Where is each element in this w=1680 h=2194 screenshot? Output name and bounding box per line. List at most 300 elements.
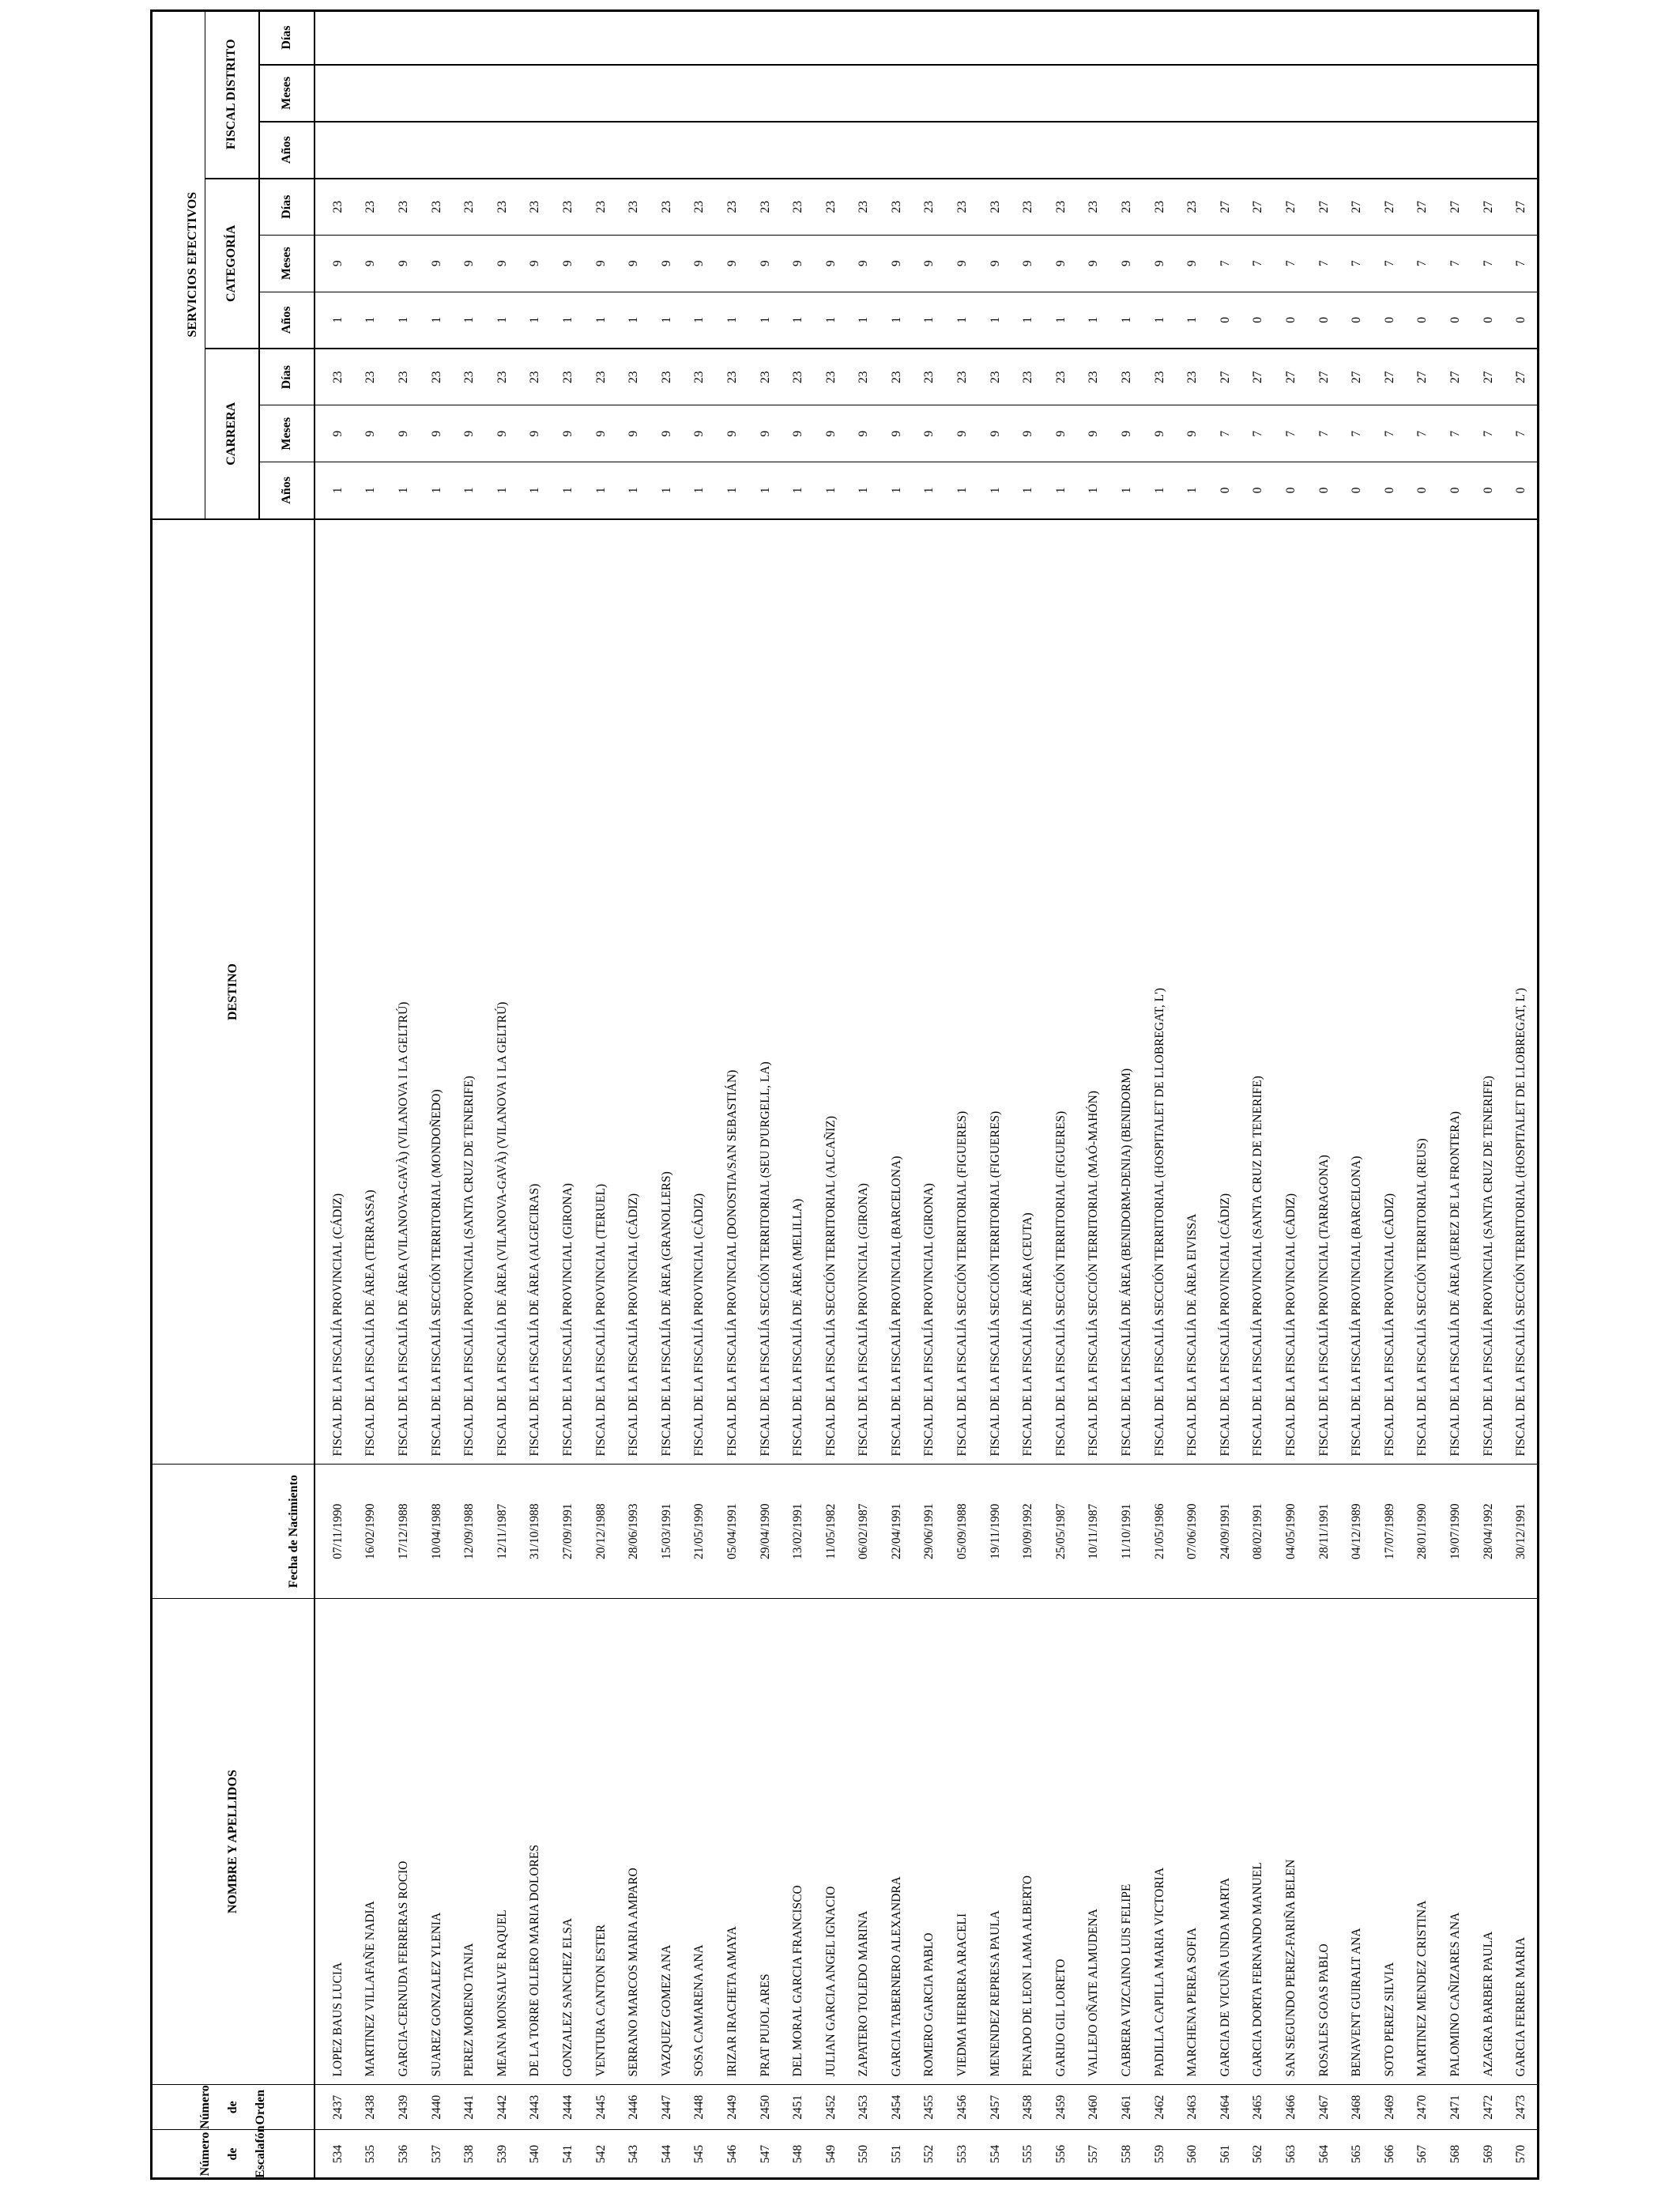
cell-numero-orden: 2466 (1275, 2085, 1308, 2129)
cell-categoria-meses: 9 (913, 235, 947, 292)
cell-categoria-dias: 23 (782, 179, 815, 236)
cell-carrera-dias: 23 (880, 349, 913, 405)
cell-destino: FISCAL DE LA FISCALÍA PROVINCIAL (CÁDIZ) (315, 519, 355, 1465)
cell-fecha-nacimiento: 22/04/1991 (880, 1465, 913, 1598)
cell-numero-escalafon: 536 (387, 2129, 420, 2178)
cell-carrera-dias: 27 (1340, 349, 1373, 405)
cell-nombre: PENADO DE LEON LAMA ALBERTO (1011, 1598, 1045, 2085)
cell-categoria-dias: 23 (355, 179, 388, 236)
cell-destino: FISCAL DE LA FISCALÍA DE ÁREA (ALGECIRAS) (519, 519, 552, 1465)
cell-categoria-meses: 9 (355, 235, 388, 292)
cell-fiscal-dias (1045, 11, 1078, 65)
cell-categoria-anos: 1 (1011, 292, 1045, 349)
table-row (1011, 11, 1045, 2178)
cell-categoria-dias: 23 (617, 179, 650, 236)
cell-carrera-meses: 9 (716, 405, 749, 462)
cell-categoria-anos: 1 (979, 292, 1012, 349)
cell-fecha-nacimiento: 07/11/1990 (315, 1465, 355, 1598)
cell-carrera-meses: 9 (880, 405, 913, 462)
cell-carrera-meses: 9 (749, 405, 782, 462)
cell-numero-escalafon: 534 (315, 2129, 355, 2178)
cell-categoria-meses: 7 (1472, 235, 1505, 292)
cell-fiscal-dias (1340, 11, 1373, 65)
cell-destino: FISCAL DE LA FISCALÍA DE ÁREA (TERRASSA) (355, 519, 388, 1465)
cell-carrera-dias: 23 (716, 349, 749, 405)
cell-fecha-nacimiento: 24/09/1991 (1209, 1465, 1242, 1598)
cell-numero-orden: 2470 (1407, 2085, 1440, 2129)
cell-categoria-anos: 1 (1045, 292, 1078, 349)
cell-fiscal-dias (979, 11, 1012, 65)
cell-categoria-meses: 9 (519, 235, 552, 292)
cell-carrera-dias: 23 (848, 349, 881, 405)
cell-categoria-meses: 7 (1275, 235, 1308, 292)
cell-numero-orden: 2454 (880, 2085, 913, 2129)
cell-fecha-nacimiento: 27/09/1991 (552, 1465, 585, 1598)
cell-fiscal-dias (453, 11, 486, 65)
cell-numero-orden: 2437 (315, 2085, 355, 2129)
cell-fiscal-dias (355, 11, 388, 65)
cell-categoria-meses: 7 (1505, 235, 1538, 292)
cell-categoria-meses: 9 (1110, 235, 1143, 292)
cell-fiscal-dias (617, 11, 650, 65)
cell-destino: FISCAL DE LA FISCALÍA PROVINCIAL (CÁDIZ) (1275, 519, 1308, 1465)
cell-destino: FISCAL DE LA FISCALÍA DE ÁREA (GRANOLLERS) (650, 519, 684, 1465)
cell-categoria-anos: 1 (782, 292, 815, 349)
cell-numero-orden: 2464 (1209, 2085, 1242, 2129)
cell-nombre: MARTINEZ MENDEZ CRISTINA (1407, 1598, 1440, 2085)
table-row (913, 11, 947, 2178)
cell-fiscal-dias (315, 11, 355, 65)
cell-categoria-meses: 7 (1373, 235, 1407, 292)
cell-categoria-anos: 0 (1308, 292, 1341, 349)
cell-numero-orden: 2443 (519, 2085, 552, 2129)
cell-destino: FISCAL DE LA FISCALÍA PROVINCIAL (TERUEL) (585, 519, 618, 1465)
cell-nombre: SOTO PEREZ SILVIA (1373, 1598, 1407, 2085)
cell-destino: FISCAL DE LA FISCALÍA PROVINCIAL (CÁDIZ) (1209, 519, 1242, 1465)
cell-destino: FISCAL DE LA FISCALÍA SECCIÓN TERRITORIAL (MONDOÑEDO) (420, 519, 454, 1465)
cell-nombre: ZAPATERO TOLEDO MARINA (848, 1598, 881, 2085)
cell-carrera-meses: 9 (519, 405, 552, 462)
table-row (815, 11, 848, 2178)
cell-fiscal-meses (453, 65, 486, 122)
header-numero-escalafon: Número de Escalafón (152, 2129, 315, 2178)
cell-fiscal-dias (716, 11, 749, 65)
cell-categoria-dias: 23 (815, 179, 848, 236)
cell-categoria-dias: 23 (650, 179, 684, 236)
cell-numero-escalafon: 569 (1472, 2129, 1505, 2178)
cell-destino: FISCAL DE LA FISCALÍA PROVINCIAL (DONOSTIA/SAN SEBASTIÁN) (716, 519, 749, 1465)
cell-nombre: GARCIA DE VICUÑA UNDA MARTA (1209, 1598, 1242, 2085)
cell-carrera-meses: 9 (815, 405, 848, 462)
table-row (1110, 11, 1143, 2178)
cell-carrera-dias: 23 (815, 349, 848, 405)
cell-fiscal-dias (1176, 11, 1209, 65)
cell-carrera-dias: 23 (1045, 349, 1078, 405)
cell-numero-escalafon: 546 (716, 2129, 749, 2178)
cell-fecha-nacimiento: 17/07/1989 (1373, 1465, 1407, 1598)
cell-categoria-meses: 9 (716, 235, 749, 292)
cell-carrera-meses: 9 (552, 405, 585, 462)
cell-fiscal-anos (1340, 122, 1373, 179)
cell-carrera-dias: 23 (552, 349, 585, 405)
cell-categoria-anos: 1 (1110, 292, 1143, 349)
cell-categoria-dias: 23 (913, 179, 947, 236)
cell-destino: FISCAL DE LA FISCALÍA PROVINCIAL (GIRONA) (848, 519, 881, 1465)
cell-destino: FISCAL DE LA FISCALÍA PROVINCIAL (SANTA CRUZ DE TENERIFE) (453, 519, 486, 1465)
cell-carrera-meses: 9 (650, 405, 684, 462)
header-servicios-efectivos: SERVICIOS EFECTIVOS (152, 11, 205, 519)
cell-fiscal-dias (650, 11, 684, 65)
cell-fiscal-anos (684, 122, 717, 179)
cell-numero-escalafon: 555 (1011, 2129, 1045, 2178)
table-body (315, 11, 1538, 2178)
cell-carrera-meses: 7 (1275, 405, 1308, 462)
cell-numero-escalafon: 568 (1439, 2129, 1472, 2178)
cell-fiscal-anos (749, 122, 782, 179)
cell-fiscal-dias (552, 11, 585, 65)
table-row (946, 11, 979, 2178)
cell-numero-orden: 2441 (453, 2085, 486, 2129)
cell-fiscal-dias (519, 11, 552, 65)
cell-fecha-nacimiento: 17/12/1988 (387, 1465, 420, 1598)
cell-carrera-meses: 9 (913, 405, 947, 462)
cell-fiscal-dias (1439, 11, 1472, 65)
cell-fiscal-anos (979, 122, 1012, 179)
cell-carrera-dias: 23 (387, 349, 420, 405)
cell-categoria-dias: 27 (1505, 179, 1538, 236)
cell-carrera-dias: 23 (617, 349, 650, 405)
cell-carrera-dias: 23 (650, 349, 684, 405)
cell-fiscal-anos (1275, 122, 1308, 179)
cell-categoria-anos: 0 (1439, 292, 1472, 349)
cell-categoria-meses: 9 (848, 235, 881, 292)
cell-carrera-dias: 27 (1407, 349, 1440, 405)
cell-categoria-anos: 1 (387, 292, 420, 349)
cell-carrera-dias: 23 (519, 349, 552, 405)
cell-fiscal-anos (1143, 122, 1177, 179)
cell-carrera-dias: 23 (486, 349, 519, 405)
cell-nombre: SAN SEGUNDO PEREZ-FARIÑA BELEN (1275, 1598, 1308, 2085)
cell-carrera-anos: 0 (1340, 462, 1373, 519)
cell-categoria-anos: 1 (650, 292, 684, 349)
cell-destino: FISCAL DE LA FISCALÍA SECCIÓN TERRITORIAL (FIGUERES) (979, 519, 1012, 1465)
table-row (1439, 11, 1472, 2178)
cell-numero-orden: 2459 (1045, 2085, 1078, 2129)
cell-fecha-nacimiento: 13/02/1991 (782, 1465, 815, 1598)
table-row (1078, 11, 1111, 2178)
cell-destino: FISCAL DE LA FISCALÍA PROVINCIAL (GIRONA) (913, 519, 947, 1465)
cell-fiscal-meses (1242, 65, 1275, 122)
cell-fiscal-anos (848, 122, 881, 179)
cell-carrera-meses: 9 (979, 405, 1012, 462)
cell-categoria-anos: 1 (1078, 292, 1111, 349)
cell-carrera-meses: 7 (1209, 405, 1242, 462)
cell-categoria-dias: 23 (387, 179, 420, 236)
cell-numero-orden: 2448 (684, 2085, 717, 2129)
cell-numero-escalafon: 561 (1209, 2129, 1242, 2178)
cell-fiscal-anos (815, 122, 848, 179)
cell-categoria-anos: 0 (1275, 292, 1308, 349)
cell-categoria-meses: 9 (815, 235, 848, 292)
cell-nombre: GARCIA FERRER MARIA (1505, 1598, 1538, 2085)
cell-numero-escalafon: 539 (486, 2129, 519, 2178)
cell-categoria-anos: 1 (617, 292, 650, 349)
cell-destino: FISCAL DE LA FISCALÍA SECCIÓN TERRITORIAL (FIGUERES) (946, 519, 979, 1465)
cell-numero-escalafon: 557 (1078, 2129, 1111, 2178)
cell-fiscal-meses (1505, 65, 1538, 122)
cell-carrera-anos: 1 (684, 462, 717, 519)
cell-destino: FISCAL DE LA FISCALÍA SECCIÓN TERRITORIAL (REUS) (1407, 519, 1440, 1465)
cell-carrera-dias: 23 (946, 349, 979, 405)
table-row (519, 11, 552, 2178)
header-fiscal-anos: Años (259, 122, 315, 179)
cell-fecha-nacimiento: 19/07/1990 (1439, 1465, 1472, 1598)
table-row (684, 11, 717, 2178)
cell-fiscal-meses (684, 65, 717, 122)
cell-carrera-anos: 1 (880, 462, 913, 519)
cell-categoria-anos: 1 (355, 292, 388, 349)
cell-nombre: GARCIA DORTA FERNANDO MANUEL (1242, 1598, 1275, 2085)
cell-fiscal-anos (453, 122, 486, 179)
cell-nombre: DE LA TORRE OLLERO MARIA DOLORES (519, 1598, 552, 2085)
cell-carrera-meses: 9 (617, 405, 650, 462)
cell-nombre: GARCIA TABERNERO ALEXANDRA (880, 1598, 913, 2085)
header-categoria-dias: Días (259, 179, 315, 236)
cell-categoria-dias: 23 (684, 179, 717, 236)
cell-categoria-meses: 9 (1045, 235, 1078, 292)
cell-carrera-anos: 1 (1011, 462, 1045, 519)
cell-categoria-anos: 1 (420, 292, 454, 349)
cell-categoria-dias: 23 (1078, 179, 1111, 236)
cell-nombre: ROMERO GARCIA PABLO (913, 1598, 947, 2085)
cell-fiscal-dias (946, 11, 979, 65)
cell-fecha-nacimiento: 25/05/1987 (1045, 1465, 1078, 1598)
cell-nombre: JULIAN GARCIA ANGEL IGNACIO (815, 1598, 848, 2085)
table-row (1373, 11, 1407, 2178)
cell-nombre: MARTINEZ VILLAFAÑE NADIA (355, 1598, 388, 2085)
cell-numero-orden: 2472 (1472, 2085, 1505, 2129)
cell-categoria-anos: 1 (716, 292, 749, 349)
cell-carrera-anos: 1 (1176, 462, 1209, 519)
table-row (1143, 11, 1177, 2178)
cell-nombre: VAZQUEZ GOMEZ ANA (650, 1598, 684, 2085)
table-row (1209, 11, 1242, 2178)
cell-fiscal-dias (1209, 11, 1242, 65)
cell-fiscal-anos (1110, 122, 1143, 179)
cell-fiscal-meses (815, 65, 848, 122)
cell-categoria-dias: 27 (1308, 179, 1341, 236)
cell-fiscal-anos (1439, 122, 1472, 179)
cell-fecha-nacimiento: 10/11/1987 (1078, 1465, 1111, 1598)
cell-nombre: IRIZAR IRACHETA AMAYA (716, 1598, 749, 2085)
cell-fecha-nacimiento: 11/05/1982 (815, 1465, 848, 1598)
cell-numero-orden: 2450 (749, 2085, 782, 2129)
cell-nombre: PEREZ MORENO TANIA (453, 1598, 486, 2085)
cell-nombre: SERRANO MARCOS MARIA AMPARO (617, 1598, 650, 2085)
cell-destino: FISCAL DE LA FISCALÍA DE ÁREA (JEREZ DE LA FRONTERA) (1439, 519, 1472, 1465)
cell-carrera-meses: 9 (782, 405, 815, 462)
cell-categoria-meses: 9 (1078, 235, 1111, 292)
cell-carrera-meses: 9 (355, 405, 388, 462)
table-row (1407, 11, 1440, 2178)
cell-fiscal-dias (848, 11, 881, 65)
cell-fecha-nacimiento: 16/02/1990 (355, 1465, 388, 1598)
cell-categoria-anos: 1 (552, 292, 585, 349)
cell-numero-escalafon: 541 (552, 2129, 585, 2178)
cell-carrera-dias: 23 (979, 349, 1012, 405)
cell-carrera-meses: 9 (1011, 405, 1045, 462)
cell-numero-orden: 2458 (1011, 2085, 1045, 2129)
cell-carrera-meses: 9 (453, 405, 486, 462)
cell-nombre: BENAVENT GUIRALT ANA (1340, 1598, 1373, 2085)
cell-nombre: VIEDMA HERRERA ARACELI (946, 1598, 979, 2085)
cell-categoria-meses: 9 (617, 235, 650, 292)
cell-carrera-dias: 27 (1242, 349, 1275, 405)
cell-fiscal-meses (585, 65, 618, 122)
cell-carrera-meses: 9 (1045, 405, 1078, 462)
cell-carrera-meses: 9 (684, 405, 717, 462)
cell-nombre: MARCHENA PEREA SOFIA (1176, 1598, 1209, 2085)
cell-fiscal-anos (782, 122, 815, 179)
cell-categoria-dias: 23 (1110, 179, 1143, 236)
cell-fiscal-dias (1275, 11, 1308, 65)
cell-categoria-meses: 7 (1308, 235, 1341, 292)
cell-destino: FISCAL DE LA FISCALÍA PROVINCIAL (TARRAGONA) (1308, 519, 1341, 1465)
cell-carrera-anos: 1 (650, 462, 684, 519)
cell-fecha-nacimiento: 07/06/1990 (1176, 1465, 1209, 1598)
table-row (355, 11, 388, 2178)
cell-carrera-dias: 23 (684, 349, 717, 405)
cell-destino: FISCAL DE LA FISCALÍA PROVINCIAL (BARCELONA) (1340, 519, 1373, 1465)
cell-fecha-nacimiento: 28/01/1990 (1407, 1465, 1440, 1598)
cell-numero-escalafon: 570 (1505, 2129, 1538, 2178)
cell-numero-orden: 2449 (716, 2085, 749, 2129)
cell-carrera-dias: 27 (1275, 349, 1308, 405)
cell-carrera-anos: 1 (1143, 462, 1177, 519)
cell-destino: FISCAL DE LA FISCALÍA DE ÁREA EIVISSA (1176, 519, 1209, 1465)
cell-carrera-dias: 27 (1505, 349, 1538, 405)
cell-categoria-dias: 23 (552, 179, 585, 236)
table-row (650, 11, 684, 2178)
cell-numero-escalafon: 565 (1340, 2129, 1373, 2178)
cell-fiscal-meses (1143, 65, 1177, 122)
cell-categoria-meses: 9 (880, 235, 913, 292)
cell-numero-orden: 2445 (585, 2085, 618, 2129)
cell-carrera-anos: 0 (1275, 462, 1308, 519)
cell-carrera-meses: 9 (1078, 405, 1111, 462)
cell-nombre: DEL MORAL GARCIA FRANCISCO (782, 1598, 815, 2085)
cell-fecha-nacimiento: 20/12/1988 (585, 1465, 618, 1598)
cell-fiscal-anos (1078, 122, 1111, 179)
cell-carrera-meses: 7 (1242, 405, 1275, 462)
table-row (848, 11, 881, 2178)
cell-fecha-nacimiento: 28/06/1993 (617, 1465, 650, 1598)
cell-categoria-dias: 23 (315, 179, 355, 236)
table-row (1242, 11, 1275, 2178)
cell-carrera-dias: 23 (355, 349, 388, 405)
cell-carrera-anos: 1 (913, 462, 947, 519)
cell-categoria-meses: 9 (552, 235, 585, 292)
cell-carrera-anos: 0 (1407, 462, 1440, 519)
cell-fiscal-anos (585, 122, 618, 179)
cell-carrera-meses: 9 (848, 405, 881, 462)
cell-numero-orden: 2438 (355, 2085, 388, 2129)
cell-numero-orden: 2457 (979, 2085, 1012, 2129)
cell-fiscal-dias (420, 11, 454, 65)
cell-fiscal-meses (782, 65, 815, 122)
table-row (1176, 11, 1209, 2178)
cell-fiscal-meses (1078, 65, 1111, 122)
cell-numero-escalafon: 566 (1373, 2129, 1407, 2178)
cell-destino: FISCAL DE LA FISCALÍA SECCIÓN TERRITORIAL (MAÓ-MAHÓN) (1078, 519, 1111, 1465)
cell-carrera-anos: 1 (848, 462, 881, 519)
cell-carrera-anos: 1 (617, 462, 650, 519)
cell-carrera-anos: 1 (453, 462, 486, 519)
cell-categoria-meses: 9 (453, 235, 486, 292)
cell-numero-escalafon: 556 (1045, 2129, 1078, 2178)
cell-fiscal-dias (1505, 11, 1538, 65)
cell-fiscal-meses (617, 65, 650, 122)
cell-categoria-anos: 0 (1472, 292, 1505, 349)
cell-categoria-dias: 27 (1472, 179, 1505, 236)
cell-numero-orden: 2444 (552, 2085, 585, 2129)
cell-categoria-dias: 23 (749, 179, 782, 236)
cell-categoria-dias: 27 (1373, 179, 1407, 236)
cell-fiscal-anos (552, 122, 585, 179)
cell-numero-orden: 2451 (782, 2085, 815, 2129)
header-fiscal-distrito: FISCAL DISTRITO (205, 11, 259, 179)
table-row (1275, 11, 1308, 2178)
cell-categoria-meses: 9 (387, 235, 420, 292)
cell-categoria-anos: 1 (315, 292, 355, 349)
cell-fecha-nacimiento: 19/11/1990 (979, 1465, 1012, 1598)
cell-numero-orden: 2442 (486, 2085, 519, 2129)
cell-carrera-anos: 0 (1242, 462, 1275, 519)
cell-categoria-meses: 9 (585, 235, 618, 292)
cell-carrera-anos: 1 (315, 462, 355, 519)
cell-categoria-meses: 9 (1176, 235, 1209, 292)
cell-numero-orden: 2473 (1505, 2085, 1538, 2129)
cell-carrera-meses: 9 (1143, 405, 1177, 462)
cell-fiscal-dias (1373, 11, 1407, 65)
cell-carrera-meses: 9 (486, 405, 519, 462)
cell-fiscal-anos (617, 122, 650, 179)
cell-categoria-meses: 9 (979, 235, 1012, 292)
header-nombre: NOMBRE Y APELLIDOS (152, 1598, 315, 2085)
cell-fiscal-anos (519, 122, 552, 179)
header-fiscal-meses: Meses (259, 65, 315, 122)
table-row (315, 11, 355, 2178)
cell-numero-escalafon: 544 (650, 2129, 684, 2178)
cell-fiscal-meses (1340, 65, 1373, 122)
cell-categoria-meses: 7 (1242, 235, 1275, 292)
cell-fecha-nacimiento: 11/10/1991 (1110, 1465, 1143, 1598)
cell-destino: FISCAL DE LA FISCALÍA PROVINCIAL (CÁDIZ) (1373, 519, 1407, 1465)
cell-carrera-meses: 9 (1176, 405, 1209, 462)
header-destino: DESTINO (152, 519, 315, 1465)
cell-nombre: GONZALEZ SANCHEZ ELSA (552, 1598, 585, 2085)
cell-categoria-meses: 9 (650, 235, 684, 292)
cell-destino: FISCAL DE LA FISCALÍA DE ÁREA (VILANOVA-GAVÀ) (VILANOVA I LA GELTRÚ) (387, 519, 420, 1465)
cell-fiscal-anos (387, 122, 420, 179)
cell-numero-orden: 2469 (1373, 2085, 1407, 2129)
cell-fiscal-meses (552, 65, 585, 122)
cell-categoria-anos: 1 (848, 292, 881, 349)
cell-fiscal-meses (1472, 65, 1505, 122)
cell-nombre: PALOMINO CAÑIZARES ANA (1439, 1598, 1472, 2085)
cell-fiscal-anos (913, 122, 947, 179)
cell-categoria-meses: 9 (486, 235, 519, 292)
